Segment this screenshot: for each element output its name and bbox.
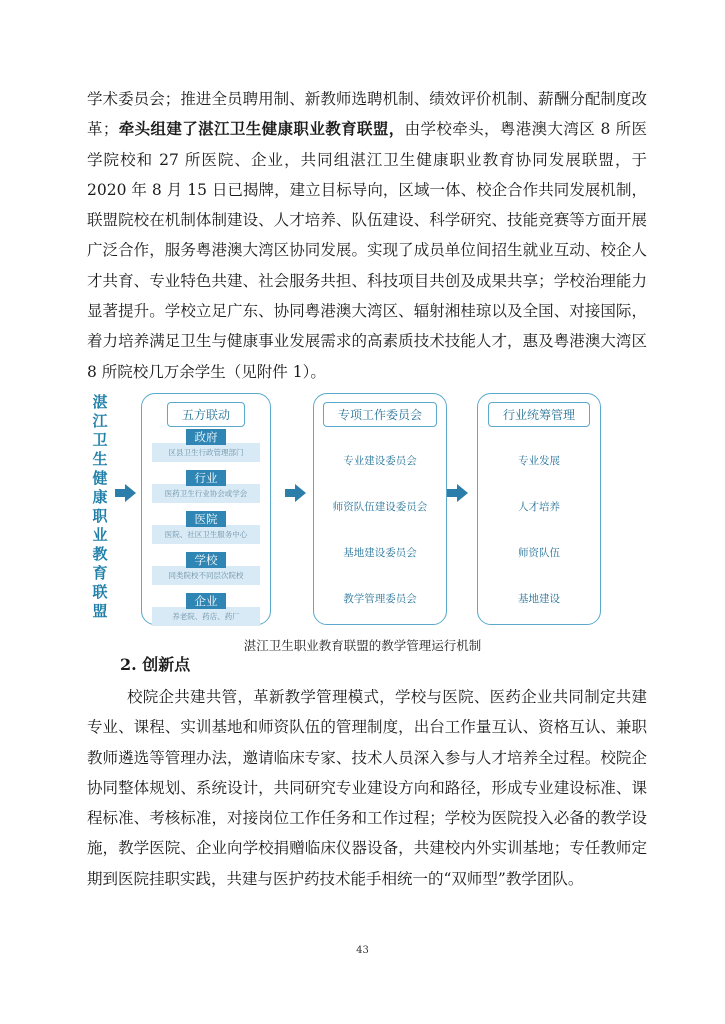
alliance-diagram — [81, 387, 629, 631]
panel-five-party — [141, 393, 271, 625]
management-item: 师资队伍 — [518, 547, 560, 559]
committee-item: 基地建设委员会 — [343, 547, 417, 559]
committee-item: 师资队伍建设委员会 — [332, 501, 428, 513]
org-name: 学校 — [186, 552, 226, 568]
section-heading: 2. 创新点 — [120, 655, 191, 674]
org-name: 政府 — [186, 429, 226, 445]
org-name: 行业 — [186, 470, 226, 486]
org-school — [152, 552, 260, 593]
org-desc: 同类院校不同层次院校 — [152, 566, 260, 585]
paragraph-alliance — [87, 84, 647, 387]
org-desc: 医院、社区卫生服务中心 — [152, 525, 260, 544]
org-enterprise — [152, 593, 260, 634]
panel-title-committees: 专项工作委员会 — [323, 402, 437, 427]
org-desc: 区县卫生行政管理部门 — [152, 443, 260, 462]
paragraph-innovation: 校院企共建共管，革新教学管理模式，学校与医院、医药企业共同制定共建专业、课程、实训基地和师资队伍的管理制度，出台工作量互认、资格互认、兼职教师遴选等管理办法，邀请临床专家、技术人员深入参与人才培养全过程。校院企协同整体规划、系统设计，共同研究专业建设方向和路径，形成专业建设标准、课程标准、考核标准，对接岗位工作任务和工作过程；学校为医院投入必备的教学设施，教学医院、企业向学校捐赠临床仪器设备，共建校内外实训基地；专任教师定期到医院挂职实践，共建与医护药技术能手相统一的“双师型”教学团队。 — [87, 688, 647, 888]
panel-committees — [313, 393, 447, 625]
org-hospital — [152, 511, 260, 552]
panel-title-industry-management: 行业统筹管理 — [488, 402, 590, 427]
panel-industry-management — [477, 393, 601, 625]
org-name: 企业 — [186, 593, 226, 609]
paragraph-text-1: 学术委员会；推进全员聘用制、新教师选聘机制、绩效评价机制、薪酬分配制度改革； — [87, 90, 647, 139]
management-item: 基地建设 — [518, 593, 560, 605]
paragraph-text-2: 由学校牵头，粤港澳大湾区 8 所医学院校和 27 所医院、企业，共同组湛江卫生健康职业教育协同发展联盟，于 2020 年 8 月 15 日已揭牌，建立目标导向，区域一体、校企合作共同发展机制，联盟院校在机制体制建设、人才培养、队伍建设、科学研究、技能竞赛等方面开展广泛合作，服务粤港澳大湾区协同发展。实现了成员单位间招生就业互动、校企人才共育、专业特色共建、社会服务共担、科技项目共创及成果共享；学校治理能力显著提升。学校立足广东、协同粤港澳大湾区、辐射湘桂琼以及全国、对接国际，着力培养满足卫生与健康事业发展需求的高素质技术技能人才，惠及粤港澳大湾区 8 所院校几万余学生（见附件 1）。 — [87, 120, 647, 381]
org-stack — [152, 429, 260, 634]
org-desc: 医药卫生行业协会或学会 — [152, 484, 260, 503]
page-number: 43 — [356, 945, 369, 956]
management-item: 专业发展 — [518, 455, 560, 467]
org-name: 医院 — [186, 511, 226, 527]
panel-title-five-party: 五方联动 — [167, 402, 245, 427]
committee-list — [314, 452, 446, 636]
committee-item: 教学管理委员会 — [343, 593, 417, 605]
paragraph-bold-text: 牵头组建了湛江卫生健康职业教育联盟， — [118, 119, 405, 139]
committee-item: 专业建设委员会 — [343, 455, 417, 467]
org-industry — [152, 470, 260, 511]
management-list — [478, 452, 600, 636]
diagram-side-title: 湛江卫生健康职业教育联盟 — [92, 393, 108, 620]
org-government — [152, 429, 260, 470]
management-item: 人才培养 — [518, 501, 560, 513]
org-desc: 养老院、药店、药厂 — [152, 607, 260, 626]
figure-caption: 湛江卫生职业教育联盟的教学管理运行机制 — [243, 638, 482, 653]
